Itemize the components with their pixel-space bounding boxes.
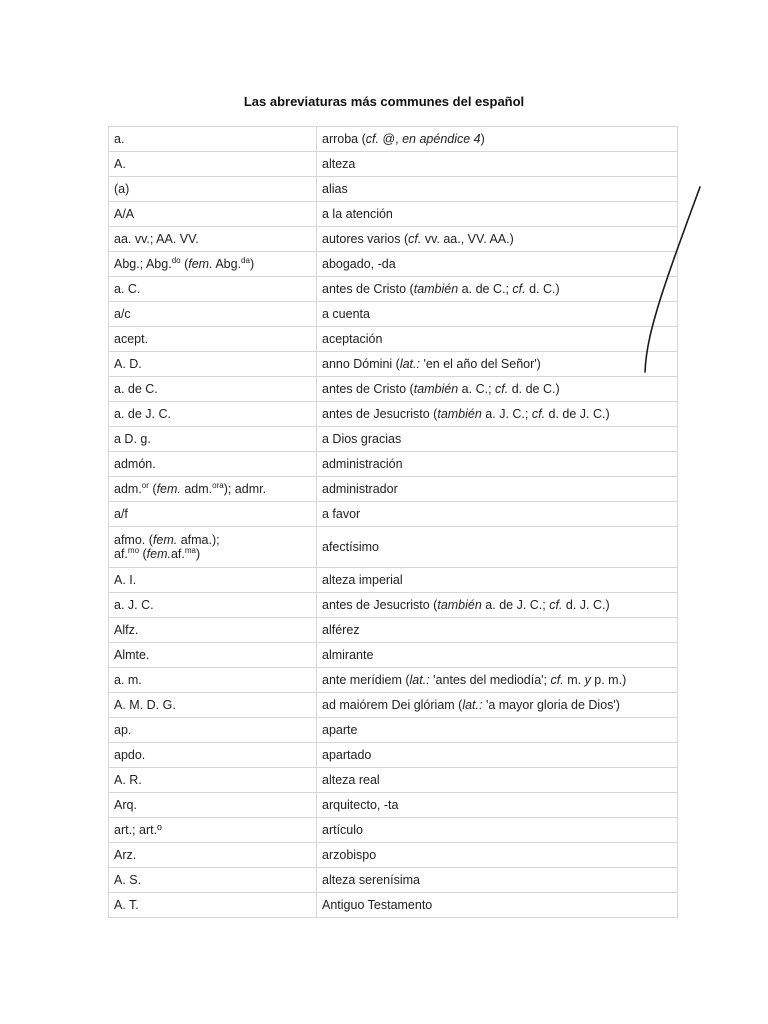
italic-text: cf.	[365, 132, 379, 146]
superscript-text: mo	[127, 545, 140, 555]
abbreviation-cell: a D. g.	[109, 427, 317, 452]
italic-text: y	[584, 673, 591, 687]
abbreviations-table-body	[109, 127, 678, 918]
meaning-cell: arroba (cf. @, en apéndice 4)	[317, 127, 678, 152]
abbreviation-cell: A. R.	[109, 768, 317, 793]
table-row	[109, 327, 678, 352]
abbreviation-cell: Arq.	[109, 793, 317, 818]
abbreviation-cell: a. de C.	[109, 377, 317, 402]
meaning-cell: artículo	[317, 818, 678, 843]
abbreviation-cell: Arz.	[109, 843, 317, 868]
meaning-cell: a Dios gracias	[317, 427, 678, 452]
table-row	[109, 568, 678, 593]
meaning-cell: autores varios (cf. vv. aa., VV. AA.)	[317, 227, 678, 252]
table-row	[109, 793, 678, 818]
table-row	[109, 843, 678, 868]
table-row	[109, 402, 678, 427]
abbreviation-cell: apdo.	[109, 743, 317, 768]
table-row	[109, 618, 678, 643]
table-row	[109, 868, 678, 893]
meaning-cell: abogado, -da	[317, 252, 678, 277]
abbreviation-cell: Abg.; Abg.$^{do}$ (fem. Abg.$^{da}$)	[109, 252, 317, 277]
table-row	[109, 527, 678, 568]
table-row	[109, 302, 678, 327]
meaning-cell: Antiguo Testamento	[317, 893, 678, 918]
abbreviation-cell: adm.$^{or}$ (fem. adm.$^{ora}$); admr.	[109, 477, 317, 502]
abbreviation-cell: Alfz.	[109, 618, 317, 643]
table-row	[109, 427, 678, 452]
italic-text: cf.	[495, 382, 509, 396]
italic-text: también	[413, 382, 459, 396]
table-row	[109, 252, 678, 277]
meaning-cell: apartado	[317, 743, 678, 768]
meaning-cell: alférez	[317, 618, 678, 643]
meaning-cell: alteza serenísima	[317, 868, 678, 893]
superscript-text: do	[171, 255, 181, 265]
italic-text: cf.	[531, 407, 546, 421]
italic-text: lat.:	[399, 357, 420, 371]
table-row	[109, 893, 678, 918]
abbreviation-cell: afmo. (fem. afma.); af.$^{mo}$ (fem.af.$^{ma}$)	[109, 527, 317, 568]
italic-text: fem.	[146, 547, 171, 561]
italic-text: también	[413, 282, 459, 296]
table-row	[109, 668, 678, 693]
meaning-cell: a favor	[317, 502, 678, 527]
table-row	[109, 452, 678, 477]
abbreviation-cell: aa. vv.; AA. VV.	[109, 227, 317, 252]
abbreviation-cell: admón.	[109, 452, 317, 477]
italic-text: en apéndice 4	[402, 132, 481, 146]
italic-text: fem.	[188, 257, 213, 271]
italic-text: cf.	[550, 673, 564, 687]
table-row	[109, 593, 678, 618]
abbreviation-cell: A. I.	[109, 568, 317, 593]
table-row	[109, 743, 678, 768]
meaning-cell: almirante	[317, 643, 678, 668]
abbreviation-cell: A. D.	[109, 352, 317, 377]
meaning-cell: a cuenta	[317, 302, 678, 327]
meaning-cell: administración	[317, 452, 678, 477]
italic-text: lat.:	[409, 673, 430, 687]
table-row	[109, 477, 678, 502]
italic-text: fem.	[152, 533, 178, 547]
italic-text: fem.	[156, 482, 181, 496]
abbreviation-cell: a. m.	[109, 668, 317, 693]
superscript-text: or	[141, 480, 149, 490]
italic-text: cf.	[549, 598, 563, 612]
italic-text: lat.:	[462, 698, 483, 712]
table-row	[109, 127, 678, 152]
meaning-cell: a la atención	[317, 202, 678, 227]
meaning-cell: arquitecto, -ta	[317, 793, 678, 818]
abbreviation-cell: A. S.	[109, 868, 317, 893]
table-row	[109, 377, 678, 402]
meaning-cell: arzobispo	[317, 843, 678, 868]
abbreviation-cell: a.	[109, 127, 317, 152]
table-row	[109, 202, 678, 227]
table-row	[109, 693, 678, 718]
italic-text: también	[437, 407, 482, 421]
table-row	[109, 227, 678, 252]
meaning-cell: aparte	[317, 718, 678, 743]
meaning-cell: antes de Jesucristo (también a. J. C.; cf. d. de J. C.)	[317, 402, 678, 427]
superscript-text: ora	[212, 480, 224, 490]
abbreviation-cell: Almte.	[109, 643, 317, 668]
abbreviation-cell: a/f	[109, 502, 317, 527]
meaning-cell: antes de Cristo (también a. C.; cf. d. de C.)	[317, 377, 678, 402]
page-title: Las abreviaturas más communes del español	[243, 94, 525, 109]
meaning-cell: aceptación	[317, 327, 678, 352]
abbreviation-cell: a. de J. C.	[109, 402, 317, 427]
table-row	[109, 768, 678, 793]
superscript-text: ma	[184, 545, 197, 555]
abbreviation-cell: a. C.	[109, 277, 317, 302]
abbreviation-cell: acept.	[109, 327, 317, 352]
table-row	[109, 718, 678, 743]
abbreviation-cell: A. T.	[109, 893, 317, 918]
table-row	[109, 643, 678, 668]
meaning-cell: ad maiórem Dei glóriam (lat.: 'a mayor gloria de Dios')	[317, 693, 678, 718]
meaning-cell: administrador	[317, 477, 678, 502]
meaning-cell: anno Dómini (lat.: 'en el año del Señor')	[317, 352, 678, 377]
abbreviation-cell: a/c	[109, 302, 317, 327]
table-row	[109, 177, 678, 202]
table-row	[109, 818, 678, 843]
table-row	[109, 152, 678, 177]
meaning-cell: alteza real	[317, 768, 678, 793]
abbreviation-cell: A.	[109, 152, 317, 177]
abbreviations-table	[108, 126, 678, 918]
meaning-cell: alteza	[317, 152, 678, 177]
meaning-cell: antes de Jesucristo (también a. de J. C.; cf. d. J. C.)	[317, 593, 678, 618]
italic-text: cf.	[512, 282, 526, 296]
abbreviation-cell: a. J. C.	[109, 593, 317, 618]
abbreviation-cell: (a)	[109, 177, 317, 202]
meaning-cell: afectísimo	[317, 527, 678, 568]
table-row	[109, 502, 678, 527]
abbreviation-cell: ap.	[109, 718, 317, 743]
meaning-cell: antes de Cristo (también a. de C.; cf. d. C.)	[317, 277, 678, 302]
superscript-text: da	[241, 255, 250, 265]
italic-text: cf.	[408, 232, 422, 246]
table-row	[109, 352, 678, 377]
abbreviation-cell: art.; art.º	[109, 818, 317, 843]
italic-text: también	[437, 598, 482, 612]
abbreviation-cell: A/A	[109, 202, 317, 227]
meaning-cell: alteza imperial	[317, 568, 678, 593]
table-row	[109, 277, 678, 302]
abbreviation-cell: A. M. D. G.	[109, 693, 317, 718]
meaning-cell: alias	[317, 177, 678, 202]
meaning-cell: ante merídiem (lat.: 'antes del mediodía'; cf. m. y p. m.)	[317, 668, 678, 693]
